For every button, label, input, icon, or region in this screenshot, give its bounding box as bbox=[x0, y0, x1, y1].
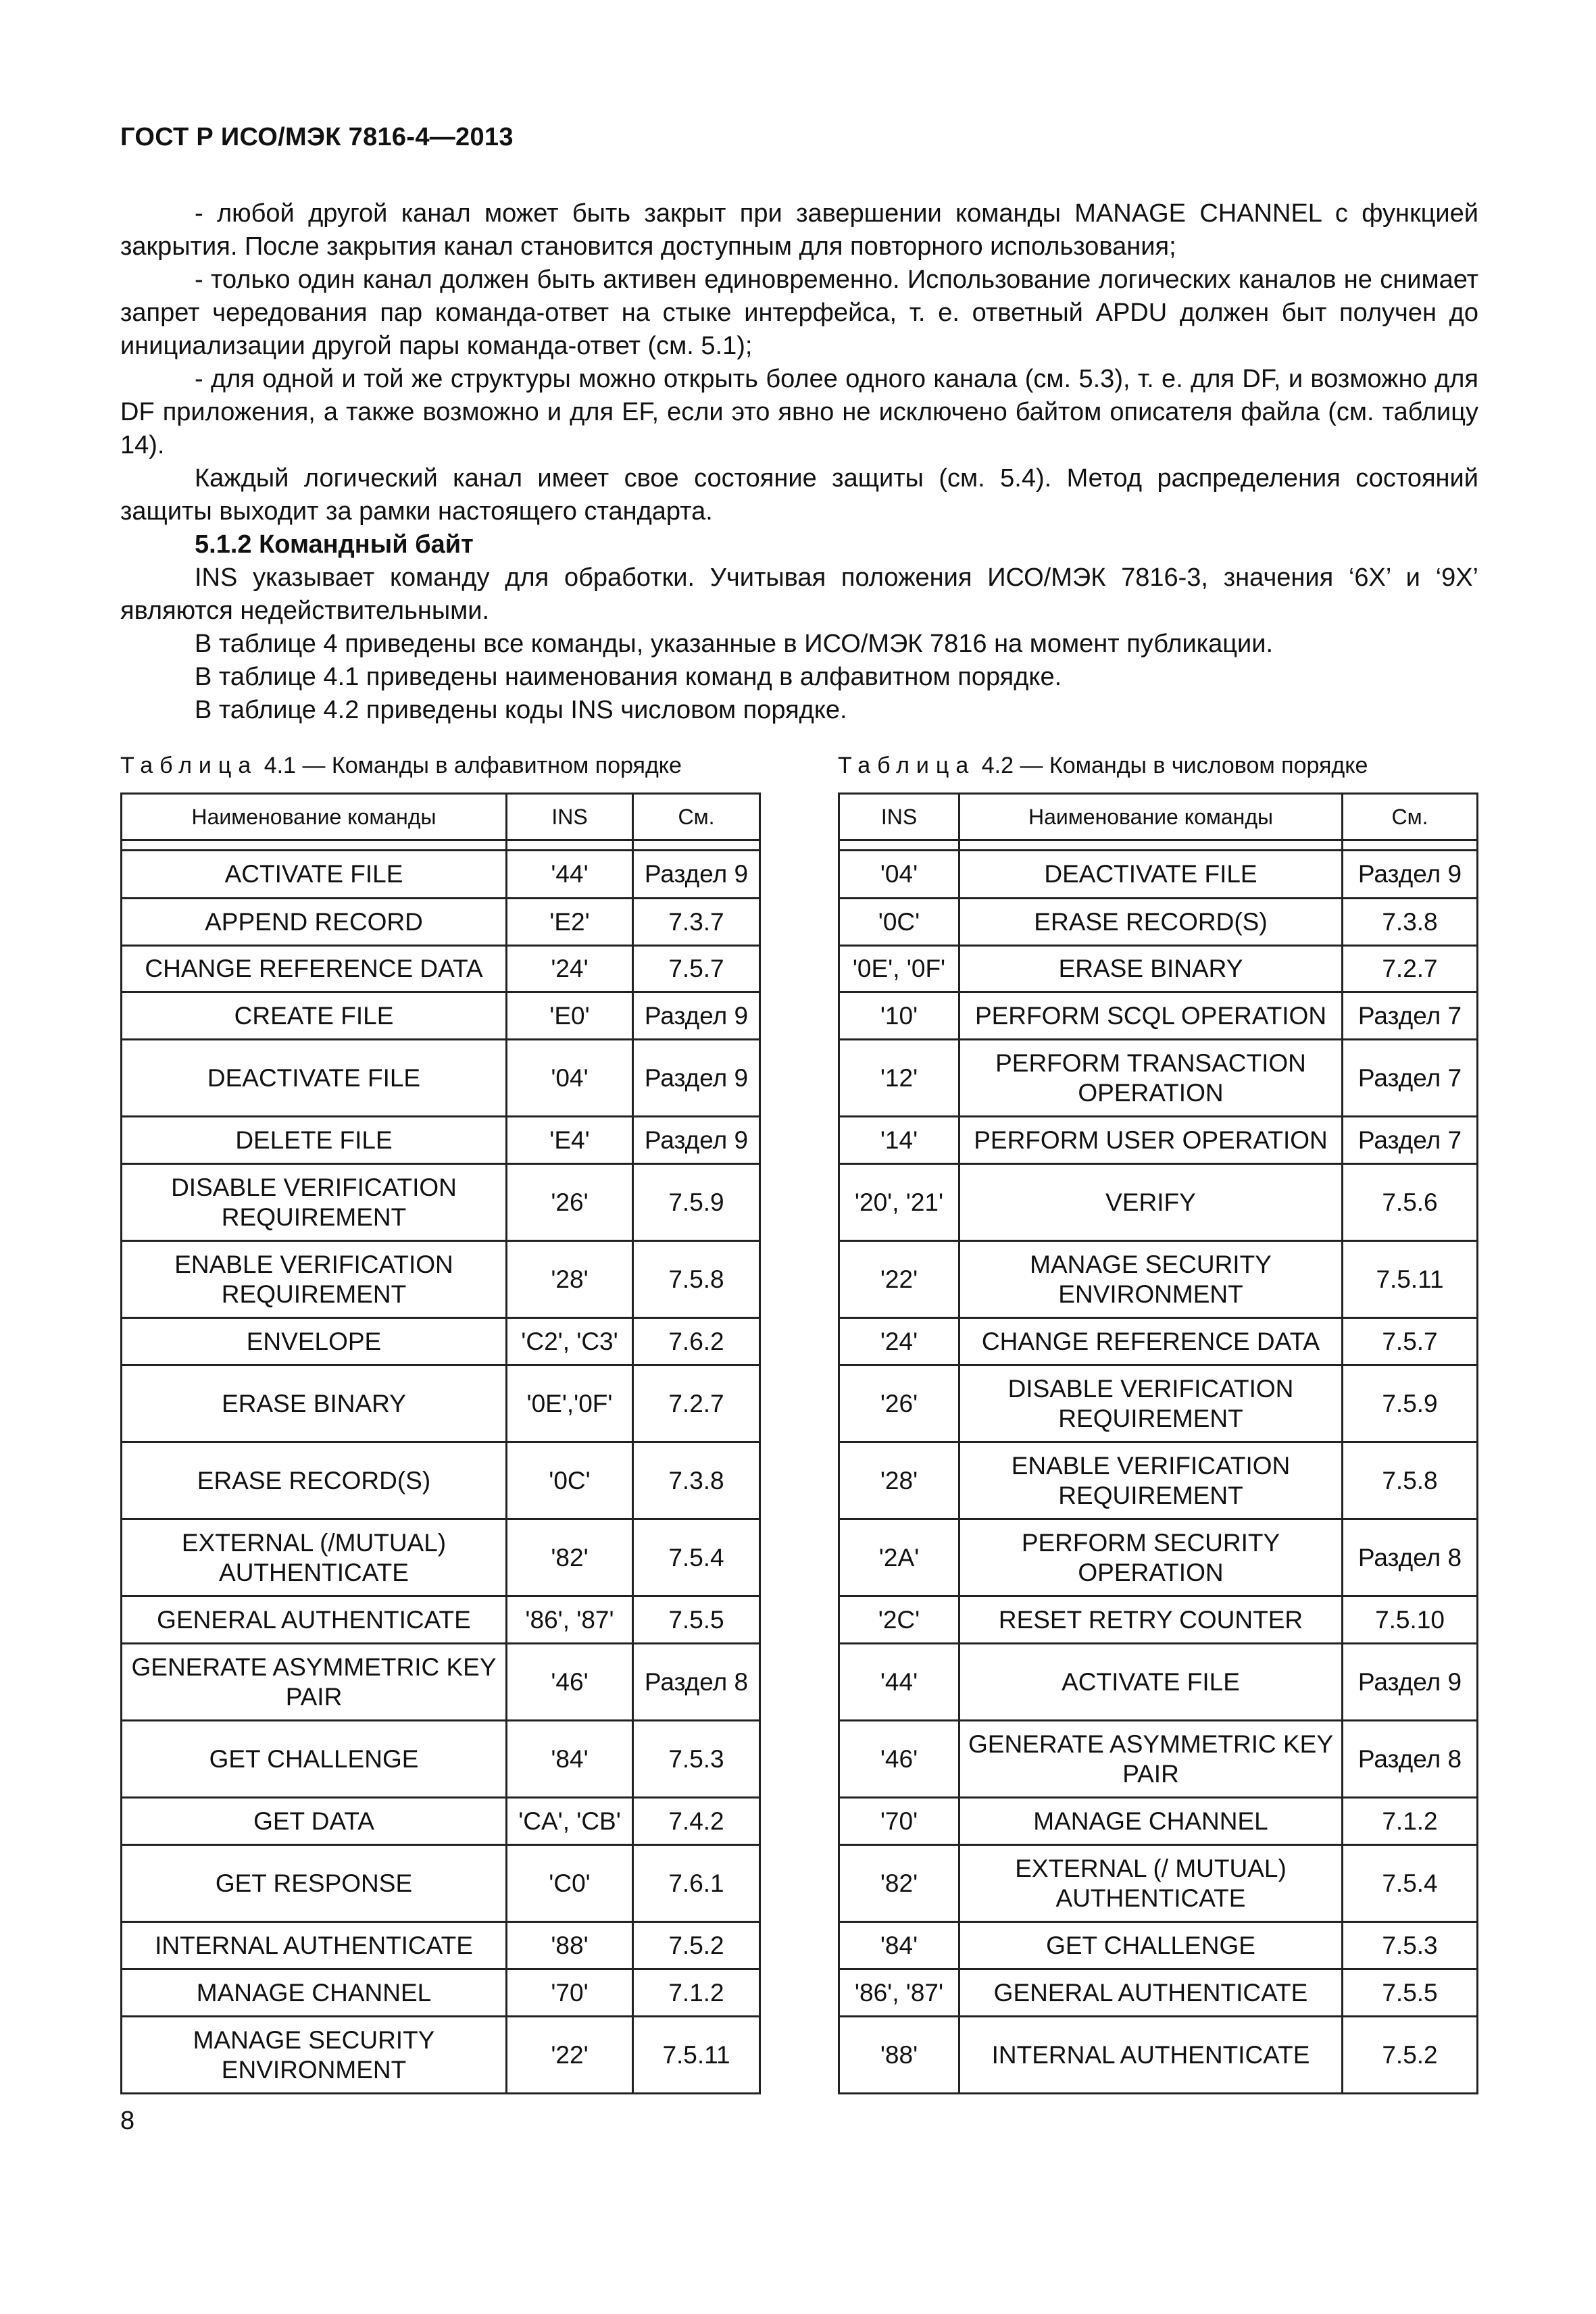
document-header: ГОСТ Р ИСО/МЭК 7816-4—2013 bbox=[120, 123, 514, 151]
ins-cell: '88' bbox=[507, 1922, 633, 1969]
table-row bbox=[122, 1040, 760, 1117]
command-name-cell: GENERATE ASYMMETRIC KEY PAIR bbox=[959, 1721, 1343, 1798]
paragraph: - любой другой канал может быть закрыт при завершении команды MANAGE CHANNEL с функцией закрытия. После закрытия канал становится доступным для повторного использования; bbox=[120, 199, 1478, 261]
ins-cell: '12' bbox=[839, 1040, 959, 1117]
reference-cell: 7.5.3 bbox=[633, 1721, 760, 1798]
table-row bbox=[122, 1969, 760, 2017]
table-row bbox=[122, 1117, 760, 1164]
table-row bbox=[122, 1798, 760, 1845]
table-row bbox=[839, 1922, 1478, 1969]
command-name-cell: DISABLE VERIFICATION REQUIREMENT bbox=[122, 1164, 507, 1241]
reference-cell: 7.4.2 bbox=[633, 1798, 760, 1845]
header-gap bbox=[839, 840, 1478, 851]
command-name-cell: MANAGE CHANNEL bbox=[122, 1969, 507, 2017]
ins-cell: '28' bbox=[839, 1442, 959, 1519]
ins-cell: '0E', '0F' bbox=[839, 946, 959, 992]
reference-cell: Раздел 8 bbox=[1343, 1519, 1478, 1596]
reference-cell: 7.6.2 bbox=[633, 1318, 760, 1365]
reference-cell: Раздел 7 bbox=[1343, 1040, 1478, 1117]
ins-cell: '86', '87' bbox=[507, 1596, 633, 1644]
ins-cell: '28' bbox=[507, 1241, 633, 1318]
paragraph: В таблице 4.1 приведены наименования команд в алфавитном порядке. bbox=[195, 663, 1062, 691]
table-row bbox=[839, 1365, 1478, 1442]
command-name-cell: RESET RETRY COUNTER bbox=[959, 1596, 1343, 1644]
paragraph: В таблице 4.2 приведены коды INS числовом порядке. bbox=[195, 696, 847, 724]
column-header: См. bbox=[1343, 794, 1478, 840]
table-row bbox=[839, 1798, 1478, 1845]
command-name-cell: ERASE RECORD(S) bbox=[959, 899, 1343, 946]
reference-cell: Раздел 7 bbox=[1343, 1117, 1478, 1164]
command-name-cell: ACTIVATE FILE bbox=[959, 1644, 1343, 1721]
table-row bbox=[839, 1596, 1478, 1644]
reference-cell: 7.5.4 bbox=[633, 1519, 760, 1596]
reference-cell: 7.6.1 bbox=[633, 1845, 760, 1922]
ins-cell: '26' bbox=[839, 1365, 959, 1442]
ins-cell: '82' bbox=[839, 1845, 959, 1922]
table-alphabetical bbox=[120, 793, 761, 2094]
ins-cell: '44' bbox=[839, 1644, 959, 1721]
ins-cell: '84' bbox=[507, 1721, 633, 1798]
table-row bbox=[122, 1164, 760, 1241]
table-row bbox=[839, 1969, 1478, 2017]
command-name-cell: INTERNAL AUTHENTICATE bbox=[959, 2017, 1343, 2094]
command-name-cell: ACTIVATE FILE bbox=[122, 851, 507, 899]
table-row bbox=[122, 1845, 760, 1922]
column-header: См. bbox=[633, 794, 760, 840]
command-name-cell: EXTERNAL (/ MUTUAL) AUTHENTICATE bbox=[959, 1845, 1343, 1922]
reference-cell: 7.5.9 bbox=[633, 1164, 760, 1241]
table-row bbox=[122, 1596, 760, 1644]
table-row bbox=[122, 2017, 760, 2094]
ins-cell: '10' bbox=[839, 992, 959, 1040]
command-name-cell: MANAGE SECURITY ENVIRONMENT bbox=[959, 1241, 1343, 1318]
reference-cell: 7.5.9 bbox=[1343, 1365, 1478, 1442]
command-name-cell: VERIFY bbox=[959, 1164, 1343, 1241]
command-name-cell: ERASE BINARY bbox=[959, 946, 1343, 992]
ins-cell: '0C' bbox=[507, 1442, 633, 1519]
header-gap bbox=[122, 840, 760, 851]
reference-cell: Раздел 9 bbox=[633, 992, 760, 1040]
ins-cell: '0C' bbox=[839, 899, 959, 946]
column-header: INS bbox=[839, 794, 959, 840]
table-row bbox=[122, 1644, 760, 1721]
reference-cell: 7.5.7 bbox=[1343, 1318, 1478, 1365]
table-row bbox=[839, 851, 1478, 899]
reference-cell: 7.5.5 bbox=[1343, 1969, 1478, 2017]
reference-cell: 7.5.6 bbox=[1343, 1164, 1478, 1241]
table-header-row bbox=[122, 794, 760, 840]
paragraph: INS указывает команду для обработки. Учитывая положения ИСО/МЭК 7816-3, значения ‘6X’ и ‘9X’ являются недействительными. bbox=[120, 563, 1478, 625]
table-row bbox=[122, 1442, 760, 1519]
reference-cell: Раздел 7 bbox=[1343, 992, 1478, 1040]
command-name-cell: ERASE RECORD(S) bbox=[122, 1442, 507, 1519]
command-name-cell: GENERAL AUTHENTICATE bbox=[959, 1969, 1343, 2017]
reference-cell: 7.2.7 bbox=[633, 1365, 760, 1442]
ins-cell: '84' bbox=[839, 1922, 959, 1969]
command-name-cell: ERASE BINARY bbox=[122, 1365, 507, 1442]
command-name-cell: ENABLE VERIFICATION REQUIREMENT bbox=[122, 1241, 507, 1318]
table-row bbox=[122, 1365, 760, 1442]
reference-cell: 7.5.11 bbox=[633, 2017, 760, 2094]
table-row bbox=[839, 1721, 1478, 1798]
table2-caption-text: 4.2 — Команды в числовом порядке bbox=[981, 753, 1368, 778]
ins-cell: '46' bbox=[507, 1644, 633, 1721]
table-row bbox=[122, 851, 760, 899]
ins-cell: '70' bbox=[507, 1969, 633, 2017]
column-header: INS bbox=[507, 794, 633, 840]
paragraph: - для одной и той же структуры можно открыть более одного канала (см. 5.3), т. е. для DF, и возможно для DF приложения, а также возможно и для EF, если это явно не исключено байтом описателя файла (см. таблицу 14). bbox=[120, 365, 1478, 459]
command-name-cell: PERFORM SCQL OPERATION bbox=[959, 992, 1343, 1040]
ins-cell: 'C2', 'C3' bbox=[507, 1318, 633, 1365]
command-name-cell: GET CHALLENGE bbox=[959, 1922, 1343, 1969]
column-header: Наименование команды bbox=[959, 794, 1343, 840]
command-name-cell: GET CHALLENGE bbox=[122, 1721, 507, 1798]
command-name-cell: MANAGE CHANNEL bbox=[959, 1798, 1343, 1845]
table1-caption-label: Таблица bbox=[120, 753, 258, 778]
table2-caption bbox=[838, 753, 1368, 779]
table-row bbox=[839, 1845, 1478, 1922]
table-row bbox=[839, 899, 1478, 946]
ins-cell: 'E0' bbox=[507, 992, 633, 1040]
table-row bbox=[122, 1721, 760, 1798]
ins-cell: '2C' bbox=[839, 1596, 959, 1644]
command-name-cell: EXTERNAL (/MUTUAL) AUTHENTICATE bbox=[122, 1519, 507, 1596]
reference-cell: Раздел 9 bbox=[1343, 1644, 1478, 1721]
reference-cell: 7.5.2 bbox=[1343, 2017, 1478, 2094]
ins-cell: '22' bbox=[839, 1241, 959, 1318]
ins-cell: '24' bbox=[507, 946, 633, 992]
ins-cell: '14' bbox=[839, 1117, 959, 1164]
ins-cell: 'CA', 'CB' bbox=[507, 1798, 633, 1845]
command-name-cell: PERFORM SECURITY OPERATION bbox=[959, 1519, 1343, 1596]
paragraph: - только один канал должен быть активен единовременно. Использование логических каналов не снимает запрет чередования пар команда-ответ на стыке интерфейса, т. е. ответный APDU должен быт получен до инициализации другой пары команда-ответ (см. 5.1); bbox=[120, 266, 1478, 360]
command-name-cell: GENERAL AUTHENTICATE bbox=[122, 1596, 507, 1644]
reference-cell: Раздел 9 bbox=[633, 1117, 760, 1164]
table-row bbox=[839, 1442, 1478, 1519]
reference-cell: 7.2.7 bbox=[1343, 946, 1478, 992]
reference-cell: 7.5.11 bbox=[1343, 1241, 1478, 1318]
ins-cell: 'E4' bbox=[507, 1117, 633, 1164]
ins-cell: '82' bbox=[507, 1519, 633, 1596]
reference-cell: Раздел 9 bbox=[633, 851, 760, 899]
table-row bbox=[122, 1318, 760, 1365]
table-row bbox=[122, 899, 760, 946]
table-row bbox=[839, 992, 1478, 1040]
reference-cell: 7.3.8 bbox=[1343, 899, 1478, 946]
table-row bbox=[122, 992, 760, 1040]
paragraph: В таблице 4 приведены все команды, указанные в ИСО/МЭК 7816 на момент публикации. bbox=[195, 630, 1274, 658]
reference-cell: Раздел 8 bbox=[633, 1644, 760, 1721]
column-header: Наименование команды bbox=[122, 794, 507, 840]
table-numerical bbox=[838, 793, 1478, 2094]
command-name-cell: DEACTIVATE FILE bbox=[959, 851, 1343, 899]
ins-cell: '04' bbox=[507, 1040, 633, 1117]
command-name-cell: GENERATE ASYMMETRIC KEY PAIR bbox=[122, 1644, 507, 1721]
ins-cell: 'C0' bbox=[507, 1845, 633, 1922]
ins-cell: '44' bbox=[507, 851, 633, 899]
command-name-cell: CHANGE REFERENCE DATA bbox=[122, 946, 507, 992]
table-row bbox=[122, 946, 760, 992]
ins-cell: '88' bbox=[839, 2017, 959, 2094]
ins-cell: '46' bbox=[839, 1721, 959, 1798]
reference-cell: 7.5.4 bbox=[1343, 1845, 1478, 1922]
command-name-cell: INTERNAL AUTHENTICATE bbox=[122, 1922, 507, 1969]
ins-cell: '24' bbox=[839, 1318, 959, 1365]
command-name-cell: DISABLE VERIFICATION REQUIREMENT bbox=[959, 1365, 1343, 1442]
ins-cell: '04' bbox=[839, 851, 959, 899]
table-row bbox=[839, 1644, 1478, 1721]
ins-cell: '22' bbox=[507, 2017, 633, 2094]
table2-caption-label: Таблица bbox=[838, 753, 976, 778]
reference-cell: 7.5.8 bbox=[633, 1241, 760, 1318]
body-text bbox=[120, 197, 1478, 727]
reference-cell: 7.1.2 bbox=[1343, 1798, 1478, 1845]
table-row bbox=[122, 1922, 760, 1969]
reference-cell: Раздел 8 bbox=[1343, 1721, 1478, 1798]
table-row bbox=[839, 1164, 1478, 1241]
table-row bbox=[839, 1318, 1478, 1365]
command-name-cell: PERFORM TRANSACTION OPERATION bbox=[959, 1040, 1343, 1117]
reference-cell: 7.5.10 bbox=[1343, 1596, 1478, 1644]
command-name-cell: PERFORM USER OPERATION bbox=[959, 1117, 1343, 1164]
command-name-cell: DEACTIVATE FILE bbox=[122, 1040, 507, 1117]
command-name-cell: CREATE FILE bbox=[122, 992, 507, 1040]
section-title: 5.1.2 Командный байт bbox=[195, 530, 474, 559]
reference-cell: 7.1.2 bbox=[633, 1969, 760, 2017]
command-name-cell: ENVELOPE bbox=[122, 1318, 507, 1365]
table-row bbox=[122, 1519, 760, 1596]
command-name-cell: CHANGE REFERENCE DATA bbox=[959, 1318, 1343, 1365]
table-row bbox=[839, 946, 1478, 992]
command-name-cell: DELETE FILE bbox=[122, 1117, 507, 1164]
reference-cell: Раздел 9 bbox=[633, 1040, 760, 1117]
ins-cell: '20', '21' bbox=[839, 1164, 959, 1241]
ins-cell: '86', '87' bbox=[839, 1969, 959, 2017]
table-row bbox=[839, 1117, 1478, 1164]
command-name-cell: ENABLE VERIFICATION REQUIREMENT bbox=[959, 1442, 1343, 1519]
page-number: 8 bbox=[120, 2107, 135, 2135]
table-row bbox=[839, 1519, 1478, 1596]
ins-cell: '70' bbox=[839, 1798, 959, 1845]
command-name-cell: APPEND RECORD bbox=[122, 899, 507, 946]
table-header-row bbox=[839, 794, 1478, 840]
ins-cell: '2A' bbox=[839, 1519, 959, 1596]
reference-cell: 7.3.8 bbox=[633, 1442, 760, 1519]
command-name-cell: MANAGE SECURITY ENVIRONMENT bbox=[122, 2017, 507, 2094]
reference-cell: 7.5.2 bbox=[633, 1922, 760, 1969]
ins-cell: 'E2' bbox=[507, 899, 633, 946]
reference-cell: 7.3.7 bbox=[633, 899, 760, 946]
command-name-cell: GET DATA bbox=[122, 1798, 507, 1845]
table-row bbox=[122, 1241, 760, 1318]
table1-caption-text: 4.1 — Команды в алфавитном порядке bbox=[264, 753, 682, 778]
ins-cell: '26' bbox=[507, 1164, 633, 1241]
paragraph: Каждый логический канал имеет свое состояние защиты (см. 5.4). Метод распределения состояний защиты выходит за рамки настоящего стандарта. bbox=[120, 464, 1478, 526]
command-name-cell: GET RESPONSE bbox=[122, 1845, 507, 1922]
reference-cell: 7.5.8 bbox=[1343, 1442, 1478, 1519]
table-row bbox=[839, 1040, 1478, 1117]
table-row bbox=[839, 1241, 1478, 1318]
reference-cell: 7.5.5 bbox=[633, 1596, 760, 1644]
ins-cell: '0E','0F' bbox=[507, 1365, 633, 1442]
reference-cell: 7.5.7 bbox=[633, 946, 760, 992]
table1-caption bbox=[120, 753, 682, 779]
reference-cell: 7.5.3 bbox=[1343, 1922, 1478, 1969]
reference-cell: Раздел 9 bbox=[1343, 851, 1478, 899]
table-row bbox=[839, 2017, 1478, 2094]
